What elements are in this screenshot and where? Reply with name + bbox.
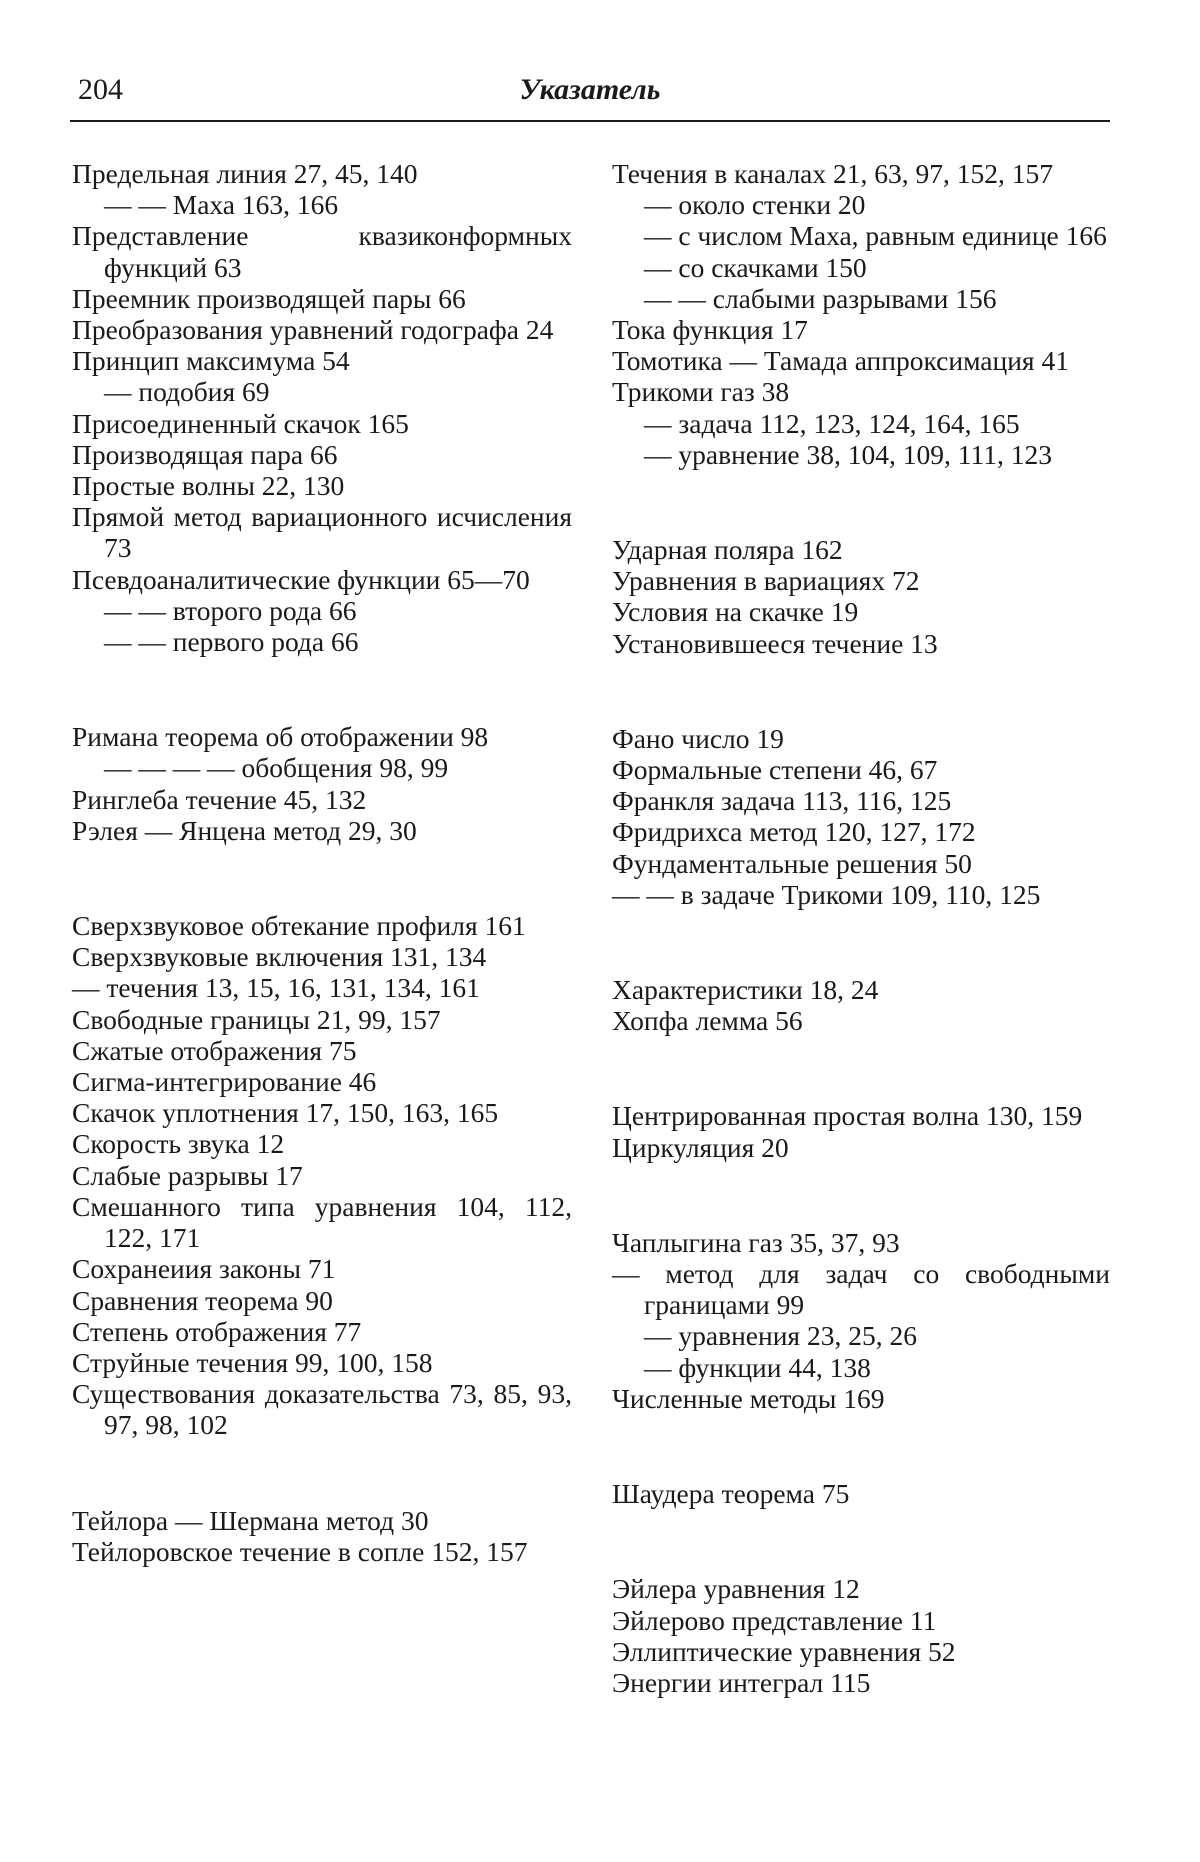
index-subentry: — уравнение 38, 104, 109, 111, 123 (644, 438, 1052, 470)
index-entry: Сигма-интегрирование 46 (72, 1066, 377, 1098)
index-subentry: — — — — обобщения 98, 99 (104, 752, 449, 784)
index-subentry: — — слабыми разрывами 156 (644, 282, 997, 314)
index-entry: Тейлора — Шермана метод 30 (72, 1504, 429, 1536)
index-subentry: — уравнения 23, 25, 26 (644, 1320, 917, 1352)
index-entry: Прямой метод вариационного исчисления 73 (72, 501, 572, 564)
index-letter-group (612, 1573, 1110, 1698)
index-entry: Эллиптические уравнения 52 (612, 1635, 956, 1667)
index-entry: Сверхзвуковое обтекание профиля 161 (72, 910, 526, 942)
index-entry: Принцип максимума 54 (72, 345, 350, 377)
index-entry: Представление квазиконформных функций 63 (72, 220, 572, 283)
index-entry: Характеристики 18, 24 (612, 974, 879, 1006)
index-column-right (612, 158, 1110, 1762)
index-entry: Струйные течения 99, 100, 158 (72, 1346, 433, 1378)
index-entry: Скорость звука 12 (72, 1128, 285, 1160)
index-letter-group (612, 1227, 1110, 1414)
index-subentry: — — Маха 163, 166 (104, 189, 339, 221)
index-entry: Течения в каналах 21, 63, 97, 152, 157 (612, 158, 1053, 189)
index-letter-group (612, 1100, 1110, 1162)
index-subentry: — задача 112, 123, 124, 164, 165 (644, 407, 1020, 439)
index-entry: Циркуляция 20 (612, 1131, 789, 1163)
index-entry: Производящая пара 66 (72, 438, 338, 470)
index-entry: Тока функция 17 (612, 314, 808, 346)
index-entry: Установившееся течение 13 (612, 627, 938, 659)
header-rule (70, 120, 1110, 122)
index-entry: Ринглеба течение 45, 132 (72, 783, 367, 815)
index-entry: Сохранеиия законы 71 (72, 1253, 336, 1285)
index-subentry: — подобия 69 (104, 376, 270, 408)
index-entry: Существования доказательства 73, 85, 93, 97, 98, 102 (72, 1378, 572, 1441)
running-title: Указатель (519, 73, 661, 106)
index-entry: — метод для задач со свободными границами 99 (612, 1258, 1110, 1321)
index-entry: Рэлея — Янцена метод 29, 30 (72, 814, 417, 846)
index-entry: Смешанного типа уравнения 104, 112, 122, 171 (72, 1190, 572, 1254)
index-entry: Присоединенный скачок 165 (72, 407, 409, 439)
index-entry: Свободные границы 21, 99, 157 (72, 1003, 441, 1035)
index-entry: Энергии интеграл 115 (612, 1666, 871, 1698)
index-letter-group (612, 723, 1110, 910)
index-entry: Тейлоровское течение в сопле 152, 157 (72, 1535, 528, 1567)
index-entry: Фано число 19 (612, 722, 784, 754)
index-entry: Ударная поляра 162 (612, 534, 843, 566)
index-letter-group (72, 158, 572, 657)
index-entry: Чаплыгина газ 35, 37, 93 (612, 1226, 900, 1258)
index-entry: Условия на скачке 19 (612, 596, 859, 628)
index-entry: Простые волны 22, 130 (72, 470, 345, 502)
index-entry: Степень отображения 77 (72, 1315, 362, 1347)
index-column-left (72, 158, 572, 1631)
page-header (70, 60, 1110, 120)
index-entry: Фундаментальные решения 50 (612, 847, 972, 879)
page-number: 204 (78, 73, 123, 106)
index-entry: Сжатые отображения 75 (72, 1034, 357, 1066)
index-subentry: — — второго рода 66 (104, 594, 357, 626)
index-entry: Эйлерово представление 11 (612, 1604, 937, 1636)
index-entry: Франкля задача 113, 116, 125 (612, 785, 952, 817)
index-subentry: — с числом Маха, равным единице 166 (644, 220, 1107, 252)
index-subentry: — около стенки 20 (644, 189, 866, 221)
index-entry: Преемник производящей пары 66 (72, 282, 466, 314)
index-entry: Уравнения в вариациях 72 (612, 565, 920, 597)
index-entry: Хопфа лемма 56 (612, 1005, 803, 1037)
index-entry: Римана теорема об отображении 98 (72, 721, 489, 753)
index-entry: Эйлера уравнения 12 (612, 1573, 860, 1605)
index-entry: Скачок уплотнения 17, 150, 163, 165 (72, 1097, 499, 1129)
index-entry: — — в задаче Трикоми 109, 110, 125 (612, 878, 1041, 910)
index-letter-group (612, 1478, 1110, 1509)
index-letter-group (612, 534, 1110, 659)
index-entry: — течения 13, 15, 16, 131, 134, 161 (72, 972, 480, 1004)
index-entry: Сверхзвуковые включения 131, 134 (72, 941, 487, 973)
index-entry: Слабые разрывы 17 (72, 1159, 303, 1191)
index-entry: Сравнения теорема 90 (72, 1284, 333, 1316)
index-subentry: — функции 44, 138 (644, 1351, 871, 1383)
index-letter-group (612, 974, 1110, 1036)
index-letter-group (612, 158, 1110, 470)
index-subentry: — — первого рода 66 (104, 626, 359, 658)
index-entry: Фридрихса метод 120, 127, 172 (612, 816, 976, 848)
index-entry: Шаудера теорема 75 (612, 1478, 850, 1510)
index-letter-group (72, 721, 572, 846)
index-entry: Псевдоаналитические функции 65—70 (72, 563, 530, 595)
index-entry: Предельная линия 27, 45, 140 (72, 158, 418, 189)
index-entry: Трикоми газ 38 (612, 376, 790, 408)
index-subentry: — со скачками 150 (644, 251, 867, 283)
index-entry: Томотика — Тамада аппроксимация 41 (612, 345, 1069, 377)
index-entry: Численные методы 169 (612, 1382, 885, 1414)
index-letter-group (72, 1505, 572, 1567)
index-letter-group (72, 910, 572, 1440)
index-entry: Преобразования уравнений годографа 24 (72, 314, 554, 346)
index-entry: Центрированная простая волна 130, 159 (612, 1100, 1083, 1132)
index-entry: Формальные степени 46, 67 (612, 754, 938, 786)
